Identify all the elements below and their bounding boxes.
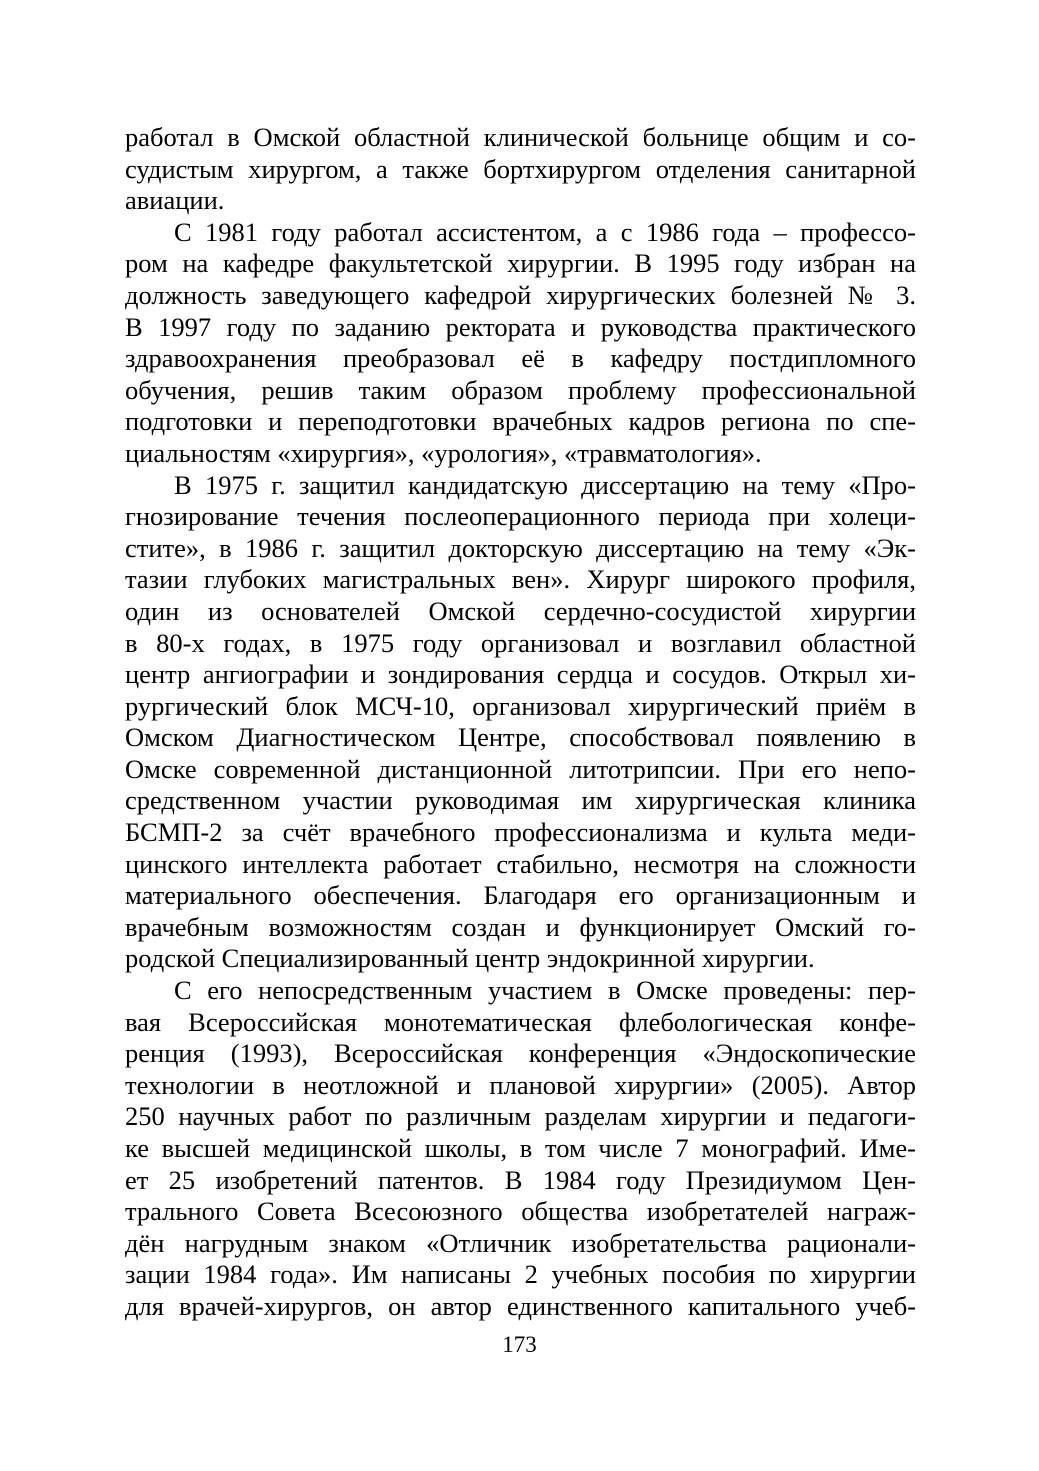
text-line: стите», в 1986 г. защитил докторскую диссертацию на тему «Эк- <box>125 532 916 563</box>
text-line: Омске современной дистанционной литотрипсии. При его непо- <box>125 753 916 784</box>
text-line: трального Совета Всесоюзного общества изобретателей награж- <box>125 1196 916 1227</box>
paragraph-3 <box>125 470 916 976</box>
text-line: рургический блок МСЧ-10, организовал хирургический приём в <box>125 690 916 721</box>
text-line: для врачей-хирургов, он автор единственного капитального учеб- <box>125 1290 916 1321</box>
text-line: Омском Диагностическом Центре, способствовал появлению в <box>125 722 916 753</box>
text-line: ет 25 изобретений патентов. В 1984 году Президиумом Цен- <box>125 1164 916 1195</box>
text-line: материального обеспечения. Благодаря его организационным и <box>125 880 916 911</box>
page-number: 173 <box>502 1332 537 1357</box>
text-line: работал в Омской областной клинической больнице общим и со- <box>125 122 916 152</box>
text-line: В 1975 г. защитил кандидатскую диссертацию на тему «Про- <box>174 469 916 500</box>
paragraph-2 <box>125 217 916 470</box>
text-line: ром на кафедре факультетской хирургии. В 1995 году избран на <box>125 248 916 279</box>
text-line: тазии глубоких магистральных вен». Хирург широкого профиля, <box>125 564 916 595</box>
text-line: В 1997 году по заданию ректората и руководства практического <box>125 311 916 342</box>
page-body <box>125 122 916 1323</box>
text-line: технологии в неотложной и плановой хирургии» (2005). Автор <box>125 1069 916 1100</box>
text-line: родской Специализированный центр эндокринной хирургии. <box>125 943 815 974</box>
paragraph-4 <box>125 975 916 1323</box>
text-line: один из основателей Омской сердечно-сосудистой хирургии <box>125 595 916 626</box>
text-line: авиации. <box>125 185 225 216</box>
text-line: ренция (1993), Всероссийская конференция «Эндоскопические <box>125 1038 916 1069</box>
text-line: средственном участии руководимая им хирургическая клиника <box>125 785 916 816</box>
text-line: цинского интеллекта работает стабильно, несмотря на сложности <box>125 848 916 879</box>
text-line: подготовки и переподготовки врачебных кадров региона по спе- <box>125 406 916 437</box>
text-line: судистым хирургом, а также бортхирургом отделения санитарной <box>125 153 916 184</box>
text-line: обучения, решив таким образом проблему профессиональной <box>125 374 916 405</box>
text-line: центр ангиографии и зондирования сердца и сосудов. Открыл хи- <box>125 659 916 690</box>
text-line: должность заведующего кафедрой хирургических болезней № 3. <box>125 279 916 310</box>
text-line: гнозирование течения послеоперационного периода при холеци- <box>125 501 916 532</box>
text-line: здравоохранения преобразовал её в кафедру постдипломного <box>125 343 916 374</box>
text-line: дён нагрудным знаком «Отличник изобретательства рационали- <box>125 1227 916 1258</box>
text-line: С 1981 году работал ассистентом, а с 1986 года – профессо- <box>174 216 916 247</box>
text-line: БСМП-2 за счёт врачебного профессионализма и культа меди- <box>125 817 916 848</box>
text-line: С его непосредственным участием в Омске проведены: пер- <box>174 975 916 1006</box>
text-line: ке высшей медицинской школы, в том числе 7 монографий. Име- <box>125 1133 916 1163</box>
text-line: циальностям «хирургия», «урология», «травматология». <box>125 437 762 468</box>
paragraph-1 <box>125 122 916 217</box>
text-line: вая Всероссийская монотематическая флебологическая конфе- <box>125 1006 916 1037</box>
text-line: зации 1984 года». Им написаны 2 учебных пособия по хирургии <box>125 1259 916 1290</box>
text-line: 250 научных работ по различным разделам хирургии и педагоги- <box>125 1101 916 1132</box>
text-line: в 80-х годах, в 1975 году организовал и возглавил областной <box>125 627 916 658</box>
text-line: врачебным возможностям создан и функционирует Омский го- <box>125 911 916 942</box>
